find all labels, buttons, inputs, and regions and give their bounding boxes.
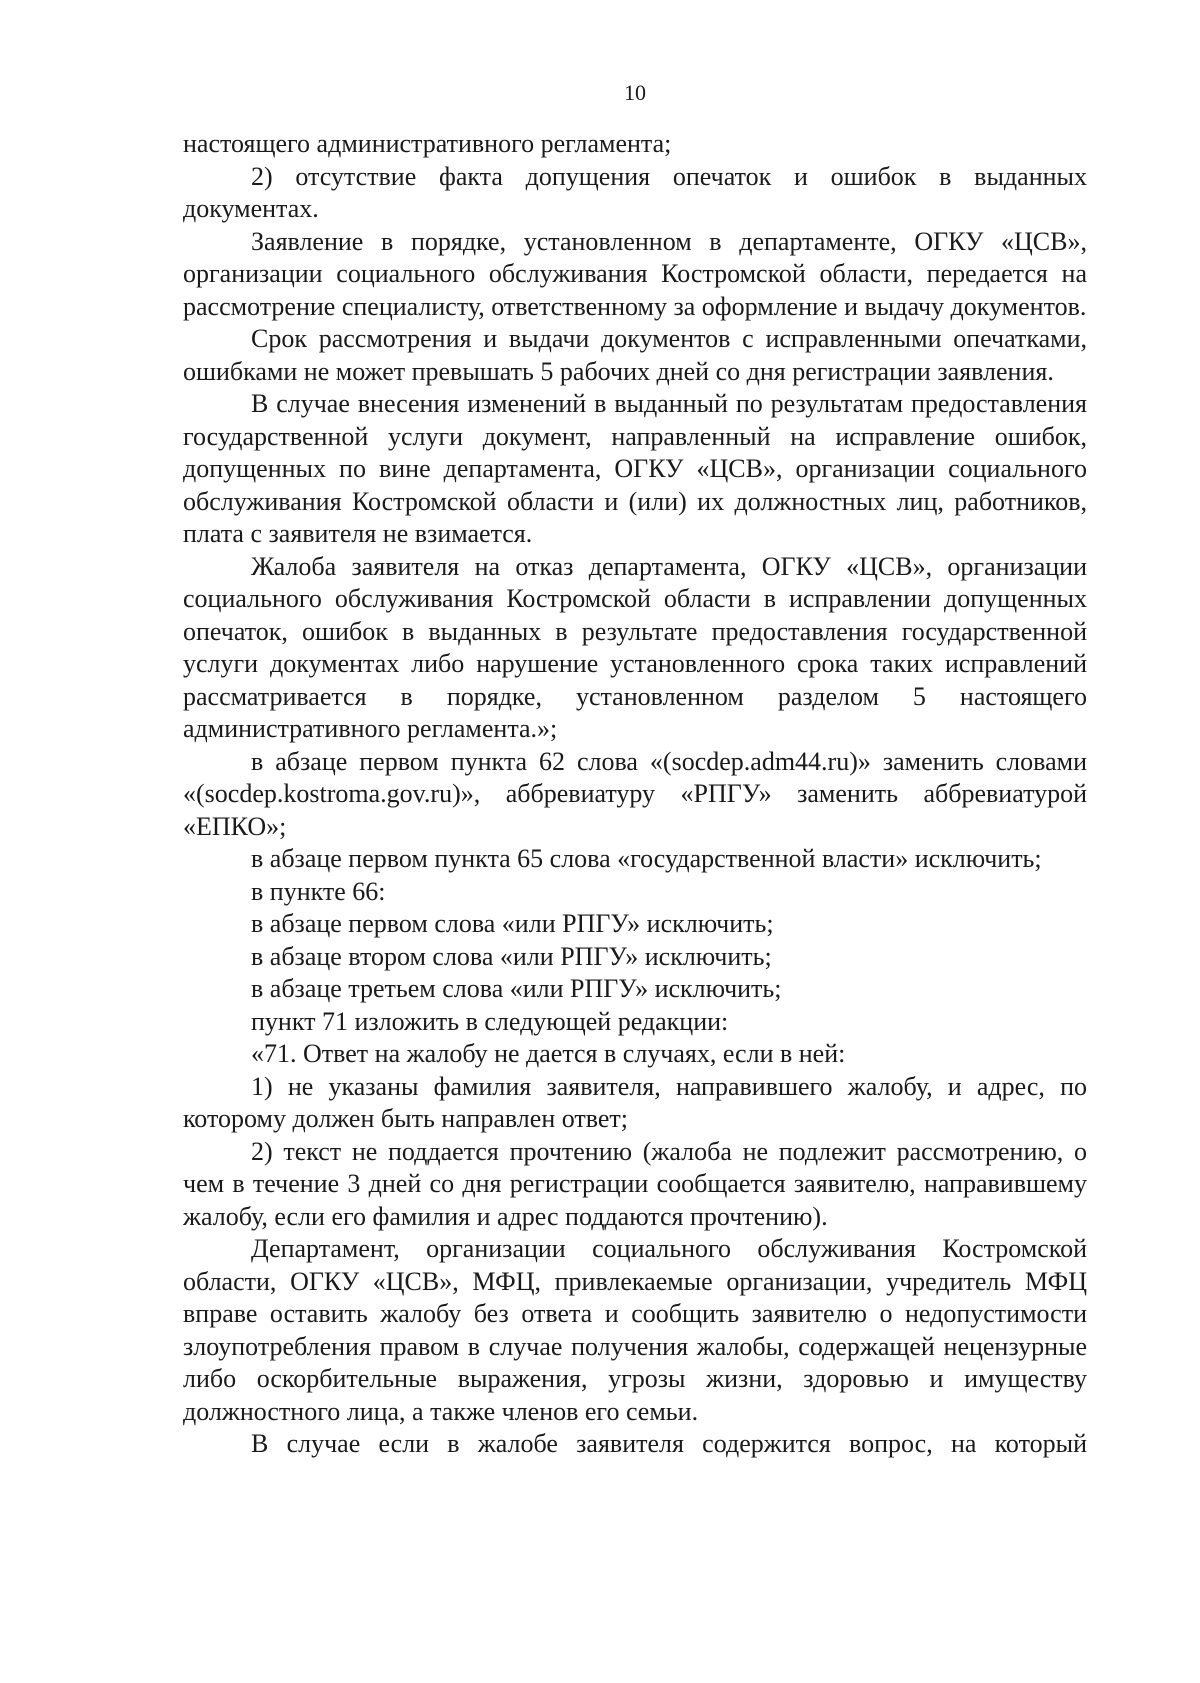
paragraph: Срок рассмотрения и выдачи документов с исправленными опечатками, ошибками не может превышать 5 рабочих дней со дня регистрации заявления. — [183, 324, 1087, 386]
paragraph: 2) текст не поддается прочтению (жалоба не подлежит рассмотрению, о чем в течение 3 дней со дня регистрации сообщается заявителю, направившему жалобу, если его фамилия и адрес поддаются прочтению). — [183, 1136, 1087, 1231]
paragraph: Заявление в порядке, установленном в департаменте, ОГКУ «ЦСВ», организации социального обслуживания Костромской области, передается на рассмотрение специалисту, ответственному за оформление и выдачу документов. — [183, 226, 1087, 321]
paragraph: 1) не указаны фамилия заявителя, направившего жалобу, и адрес, по которому должен быть направлен ответ; — [183, 1071, 1087, 1133]
paragraph: 2) отсутствие факта допущения опечаток и ошибок в выданных документах. — [183, 161, 1087, 223]
paragraph: В случае если в жалобе заявителя содержится вопрос, на который — [251, 1429, 1087, 1458]
paragraph: пункт 71 изложить в следующей редакции: — [251, 1006, 729, 1036]
paragraph: Департамент, организации социального обслуживания Костромской области, ОГКУ «ЦСВ», МФЦ, привлекаемые организации, учредитель МФЦ вправе оставить жалобу без ответа и сообщить заявителю о недопустимости злоупотребления правом в случае получения жалобы, содержащей нецензурные либо оскорбительные выражения, угрозы жизни, здоровью и имуществу должностного лица, а также членов его семьи. — [183, 1234, 1087, 1426]
paragraph: «71. Ответ на жалобу не дается в случаях, если в ней: — [251, 1039, 846, 1068]
paragraph: в абзаце первом слова «или РПГУ» исключить; — [251, 909, 774, 938]
paragraph: в абзаце втором слова «или РПГУ» исключить; — [251, 941, 772, 971]
paragraph: в пункте 66: — [251, 876, 386, 906]
paragraph: настоящего административного регламента; — [183, 129, 672, 158]
page-number: 10 — [624, 80, 646, 105]
paragraph: В случае внесения изменений в выданный по результатам предоставления государственной услуги документ, направленный на исправление ошибок, допущенных по вине департамента, ОГКУ «ЦСВ», организации социального обслуживания Костромской области и (или) их должностных лиц, работников, плата с заявителя не взимается. — [183, 389, 1087, 548]
paragraph: в абзаце первом пункта 65 слова «государственной власти» исключить; — [251, 844, 1042, 873]
paragraph: в абзаце первом пункта 62 слова «(socdep.adm44.ru)» заменить словами «(socdep.kostroma.gov.ru)», аббревиатуру «РПГУ» заменить аббревиатурой «ЕПКО»; — [183, 746, 1087, 841]
paragraph: в абзаце третьем слова «или РПГУ» исключить; — [251, 974, 782, 1003]
document-body — [183, 128, 1087, 1461]
paragraph: Жалоба заявителя на отказ департамента, ОГКУ «ЦСВ», организации социального обслуживания Костромской области в исправлении допущенных опечаток, ошибок в выданных в результате предоставления государственной услуги документах либо нарушение установленного срока таких исправлений рассматривается в порядке, установленном разделом 5 настоящего административного регламента.»; — [183, 551, 1087, 743]
